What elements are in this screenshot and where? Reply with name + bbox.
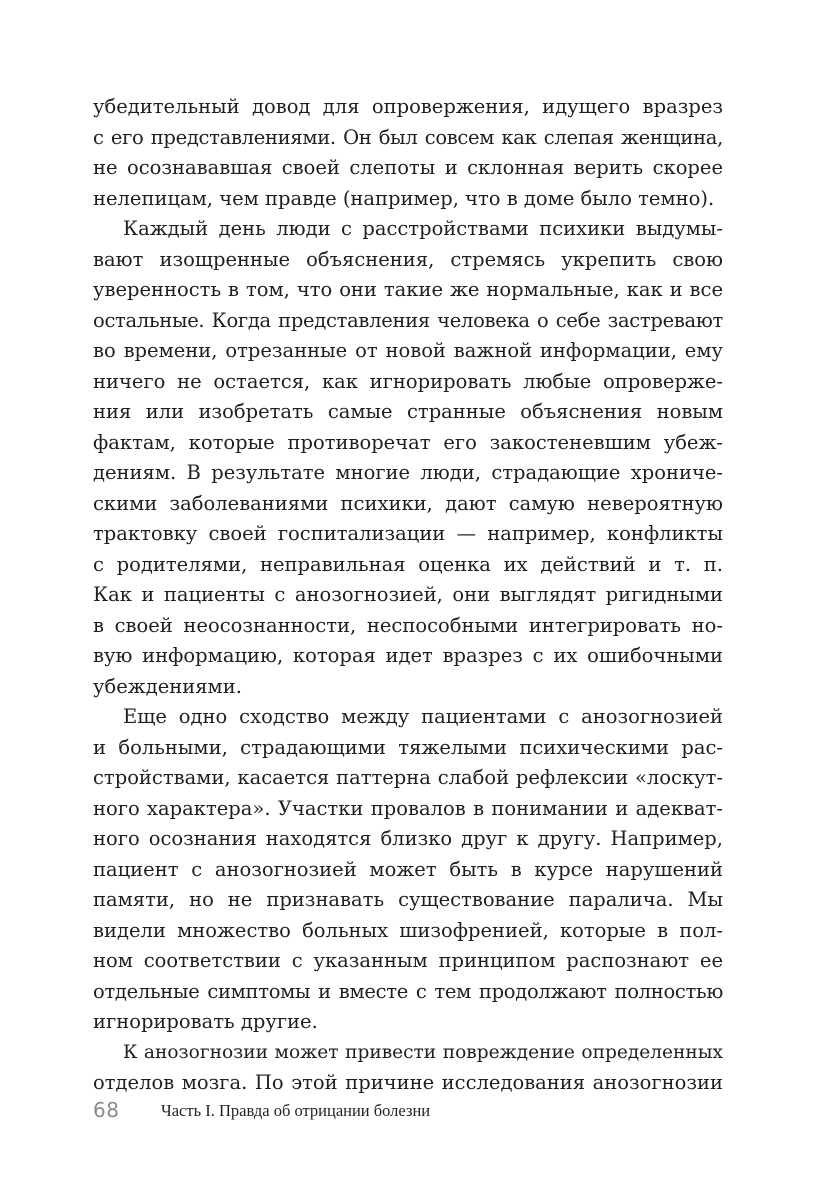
- body-text: [93, 92, 723, 1099]
- text-line: нелепицам, чем правде (например, что в доме было темно).: [93, 186, 715, 210]
- text-line: пациент с анозогнозией может быть в курсе нарушений: [93, 857, 723, 881]
- text-line: ничего не остается, как игнорировать любые опроверже-: [93, 369, 723, 393]
- text-line: Каждый день люди с расстройствами психики выдумы-: [123, 217, 723, 240]
- text-line: с родителями, неправильная оценка их действий и т. п.: [93, 552, 723, 576]
- text-line: ном соответствии с указанным принципом распознают ее: [93, 949, 723, 972]
- text-line: трактовку своей госпитализации — например, конфликты: [93, 522, 723, 545]
- text-line: остальные. Когда представления человека о себе застревают: [93, 308, 723, 332]
- running-head: Часть I. Правда об отрицании болезни: [161, 1101, 431, 1120]
- text-line: Как и пациенты с анозогнозией, они выглядят ригидными: [93, 583, 723, 606]
- text-line: отделов мозга. По этой причине исследования анозогнозии: [93, 1071, 723, 1094]
- text-line: ного осознания находятся близко друг к другу. Например,: [93, 827, 723, 850]
- text-line: во времени, отрезанные от новой важной информации, ему: [93, 339, 723, 362]
- page-footer: [93, 1098, 723, 1128]
- text-line: ного характера». Участки провалов в понимании и адекват-: [93, 796, 723, 820]
- paragraph-4: [93, 1038, 723, 1099]
- text-line: игнорировать другие.: [93, 1010, 318, 1033]
- paragraph-2: [93, 214, 723, 702]
- text-line: с его представлениями. Он был совсем как слепая женщина,: [93, 125, 723, 149]
- text-line: памяти, но не признавать существование паралича. Мы: [93, 888, 723, 911]
- text-line: вую информацию, которая идет вразрез с их ошибочными: [93, 644, 723, 667]
- text-line: убедительный довод для опровержения, идущего вразрез: [93, 95, 723, 118]
- text-line: скими заболеваниями психики, дают самую невероятную: [93, 491, 723, 515]
- text-line: ния или изобретать самые странные объяснения новым: [93, 400, 723, 423]
- text-line: и больными, страдающими тяжелыми психическими рас-: [93, 735, 723, 759]
- text-line: фактам, которые противоречат его закостеневшим убеж-: [93, 430, 723, 454]
- page-number: 68: [93, 1098, 120, 1122]
- paragraph-1: [93, 92, 723, 214]
- text-line: дениям. В результате многие люди, страдающие хрониче-: [93, 461, 723, 484]
- text-line: К анозогнозии может привести повреждение определенных: [123, 1041, 723, 1063]
- text-line: не осознававшая своей слепоты и склонная верить скорее: [93, 156, 723, 179]
- text-line: Еще одно сходство между пациентами с анозогнозией: [123, 705, 723, 728]
- text-line: в своей неосознанности, неспособными интегрировать но-: [93, 613, 723, 637]
- paragraph-3: [93, 702, 723, 1038]
- text-line: убеждениями.: [93, 674, 242, 698]
- text-line: стройствами, касается паттерна слабой рефлексии «лоскут-: [93, 766, 723, 789]
- text-line: вают изощренные объяснения, стремясь укрепить свою: [93, 247, 723, 271]
- text-line: отдельные симптомы и вместе с тем продолжают полностью: [93, 979, 723, 1003]
- text-line: уверенность в том, что они такие же нормальные, как и все: [93, 278, 723, 301]
- text-line: видели множество больных шизофренией, которые в пол-: [93, 918, 723, 942]
